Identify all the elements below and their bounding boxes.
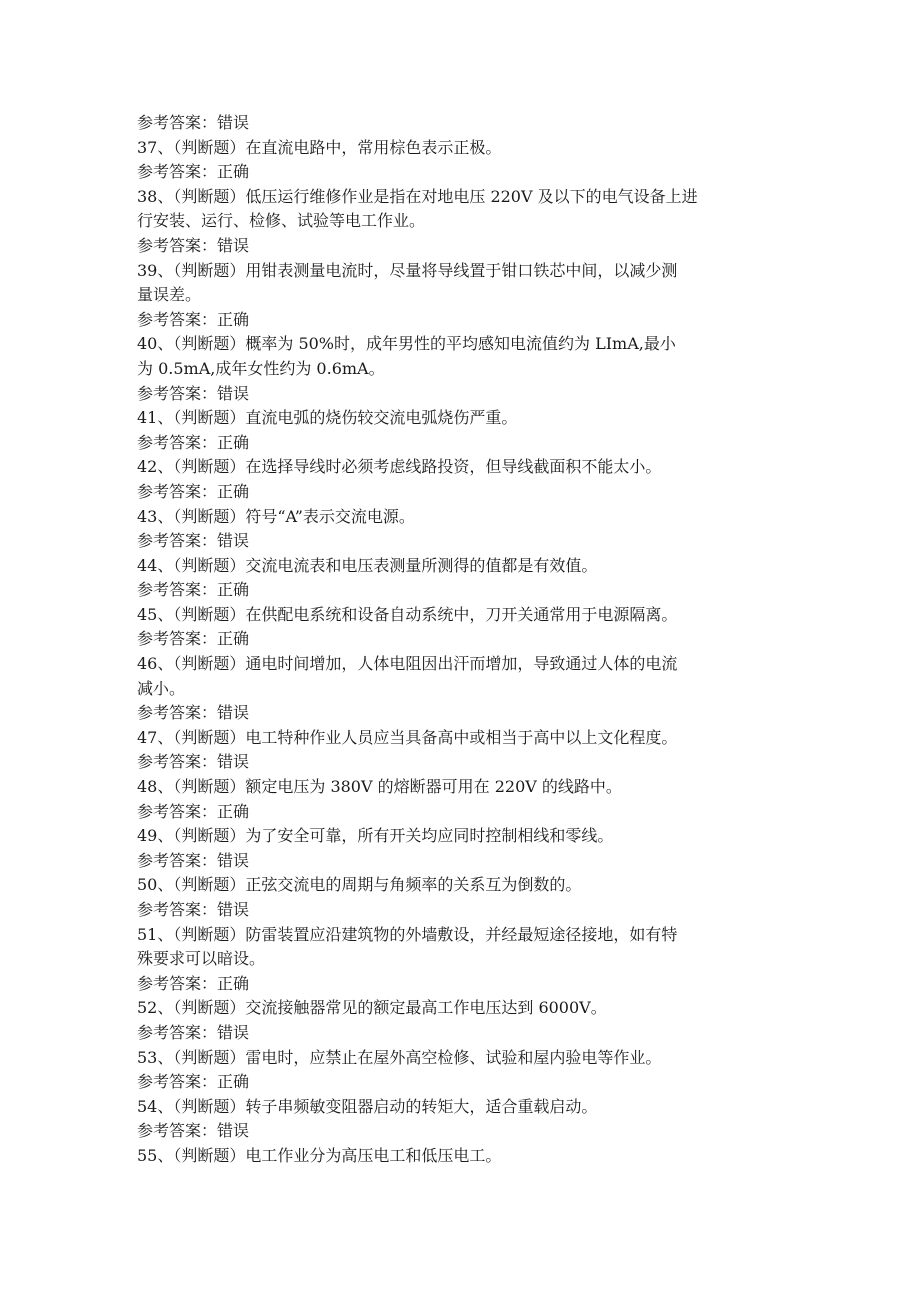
- question-text: 39、（判断题）用钳表测量电流时，尽量将导线置于钳口铁芯中间，以减少测: [137, 260, 678, 280]
- reference-answer: 参考答案：错误: [137, 531, 250, 551]
- question-text: 54、（判断题）转子串频敏变阻器启动的转矩大，适合重载启动。: [137, 1096, 598, 1116]
- question-text: 44、（判断题）交流电流表和电压表测量所测得的值都是有效值。: [137, 555, 598, 575]
- question-text-continuation: 为 0.5mA,成年女性约为 0.6mA。: [137, 358, 385, 378]
- reference-answer: 参考答案：正确: [137, 629, 250, 649]
- question-text: 40、（判断题）概率为 50%时，成年男性的平均感知电流值约为 LImA,最小: [137, 334, 676, 354]
- reference-answer: 参考答案：正确: [137, 1072, 250, 1092]
- question-text: 49、（判断题）为了安全可靠，所有开关均应同时控制相线和零线。: [137, 826, 614, 846]
- reference-answer: 参考答案：正确: [137, 162, 250, 182]
- reference-answer: 参考答案：正确: [137, 801, 250, 821]
- reference-answer: 参考答案：错误: [137, 850, 250, 870]
- question-text: 51、（判断题）防雷装置应沿建筑物的外墙敷设，并经最短途径接地，如有特: [137, 924, 678, 944]
- question-text-continuation: 量误差。: [137, 285, 202, 305]
- question-text-continuation: 减小。: [137, 678, 186, 698]
- reference-answer: 参考答案：错误: [137, 235, 250, 255]
- question-list: [137, 111, 787, 1169]
- reference-answer: 参考答案：错误: [137, 752, 250, 772]
- question-text: 52、（判断题）交流接触器常见的额定最高工作电压达到 6000V。: [137, 998, 607, 1018]
- reference-answer: 参考答案：错误: [137, 383, 250, 403]
- question-text: 43、（判断题）符号“A”表示交流电源。: [137, 506, 415, 526]
- question-text: 37、（判断题）在直流电路中，常用棕色表示正极。: [137, 137, 502, 157]
- question-text: 45、（判断题）在供配电系统和设备自动系统中，刀开关通常用于电源隔离。: [137, 604, 678, 624]
- reference-answer: 参考答案：错误: [137, 703, 250, 723]
- question-text: 41、（判断题）直流电弧的烧伤较交流电弧烧伤严重。: [137, 408, 518, 428]
- question-text: 55、（判断题）电工作业分为高压电工和低压电工。: [137, 1145, 502, 1165]
- question-text: 42、（判断题）在选择导线时必须考虑线路投资，但导线截面积不能太小。: [137, 457, 662, 477]
- question-text: 38、（判断题）低压运行维修作业是指在对地电压 220V 及以下的电气设备上进: [137, 186, 698, 206]
- reference-answer: 参考答案：错误: [137, 900, 250, 919]
- reference-answer: 参考答案：错误: [137, 1022, 250, 1042]
- question-text-continuation: 行安装、运行、检修、试验等电工作业。: [137, 211, 426, 231]
- reference-answer: 参考答案：错误: [137, 1121, 250, 1141]
- reference-answer: 参考答案：正确: [137, 973, 250, 993]
- reference-answer: 参考答案：正确: [137, 580, 250, 600]
- question-text-continuation: 殊要求可以暗设。: [137, 949, 266, 969]
- reference-answer: 参考答案：正确: [137, 481, 250, 501]
- question-text: 50、（判断题）正弦交流电的周期与角频率的关系互为倒数的。: [137, 875, 582, 895]
- question-text: 48、（判断题）额定电压为 380V 的熔断器可用在 220V 的线路中。: [137, 777, 622, 797]
- reference-answer: 参考答案：正确: [137, 309, 250, 329]
- reference-answer: 参考答案：错误: [137, 113, 250, 132]
- question-text: 46、（判断题）通电时间增加，人体电阻因出汗而增加，导致通过人体的电流: [137, 654, 678, 674]
- question-text: 53、（判断题）雷电时，应禁止在屋外高空检修、试验和屋内验电等作业。: [137, 1047, 662, 1067]
- reference-answer: 参考答案：正确: [137, 432, 250, 452]
- question-text: 47、（判断题）电工特种作业人员应当具备高中或相当于高中以上文化程度。: [137, 727, 678, 747]
